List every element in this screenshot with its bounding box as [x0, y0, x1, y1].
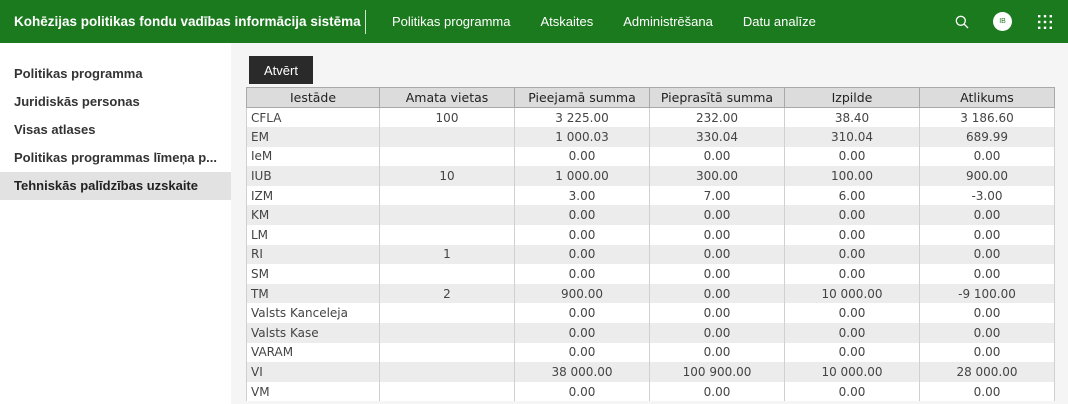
cell-pieprasita-summa: 232.00 — [650, 108, 785, 128]
cell-izpilde: 0.00 — [785, 205, 920, 225]
table-row[interactable] — [247, 343, 1055, 363]
cell-pieprasita-summa: 0.00 — [650, 147, 785, 167]
column-header-pieejama-summa[interactable]: Pieejamā summa — [515, 88, 650, 108]
table-row[interactable] — [247, 186, 1055, 206]
cell-pieprasita-summa: 7.00 — [650, 186, 785, 206]
table-body — [247, 108, 1055, 402]
cell-iestade: IUB — [247, 166, 380, 186]
nav-item-atskaites[interactable]: Atskaites — [540, 14, 594, 29]
header-actions — [951, 0, 1068, 43]
cell-pieejama-summa: 0.00 — [515, 382, 650, 402]
cell-izpilde: 0.00 — [785, 245, 920, 265]
cell-pieejama-summa: 0.00 — [515, 245, 650, 265]
cell-iestade: LM — [247, 225, 380, 245]
cell-pieejama-summa: 0.00 — [515, 264, 650, 284]
cell-atlikums: 28 000.00 — [920, 362, 1055, 382]
app-switcher-icon[interactable] — [1034, 11, 1056, 33]
column-header-amata-vietas[interactable]: Amata vietas — [380, 88, 515, 108]
cell-izpilde: 0.00 — [785, 343, 920, 363]
cell-pieprasita-summa: 0.00 — [650, 323, 785, 343]
column-header-iestade[interactable]: Iestāde — [247, 88, 380, 108]
cell-pieprasita-summa: 0.00 — [650, 303, 785, 323]
cell-iestade: Valsts Kase — [247, 323, 380, 343]
cell-pieejama-summa: 0.00 — [515, 205, 650, 225]
cell-amata-vietas — [380, 127, 515, 147]
sidebar-item-juridiskas-personas[interactable]: Juridiskās personas — [14, 94, 140, 109]
cell-pieejama-summa: 3 225.00 — [515, 108, 650, 128]
cell-amata-vietas — [380, 323, 515, 343]
cell-amata-vietas — [380, 225, 515, 245]
cell-iestade: IZM — [247, 186, 380, 206]
cell-pieprasita-summa: 300.00 — [650, 166, 785, 186]
cell-amata-vietas — [380, 343, 515, 363]
table-row[interactable] — [247, 108, 1055, 128]
sidebar — [0, 43, 231, 404]
cell-atlikums: 0.00 — [920, 245, 1055, 265]
cell-pieejama-summa: 3.00 — [515, 186, 650, 206]
user-avatar[interactable]: IB — [993, 12, 1012, 31]
column-header-izpilde[interactable]: Izpilde — [785, 88, 920, 108]
cell-iestade: SM — [247, 264, 380, 284]
cell-atlikums: 0.00 — [920, 382, 1055, 402]
cell-iestade: VI — [247, 362, 380, 382]
main-content — [231, 43, 1068, 404]
cell-iestade: VM — [247, 382, 380, 402]
cell-pieprasita-summa: 0.00 — [650, 205, 785, 225]
table-row[interactable] — [247, 225, 1055, 245]
table-row[interactable] — [247, 166, 1055, 186]
table-row[interactable] — [247, 303, 1055, 323]
cell-izpilde: 0.00 — [785, 147, 920, 167]
cell-izpilde: 38.40 — [785, 108, 920, 128]
cell-iestade: Valsts Kanceleja — [247, 303, 380, 323]
app-title[interactable]: Kohēzijas politikas fondu vadības informācija sistēma — [14, 14, 361, 29]
cell-izpilde: 0.00 — [785, 225, 920, 245]
cell-iestade: KM — [247, 205, 380, 225]
cell-pieprasita-summa: 0.00 — [650, 284, 785, 304]
cell-iestade: VARAM — [247, 343, 380, 363]
cell-izpilde: 100.00 — [785, 166, 920, 186]
cell-iestade: EM — [247, 127, 380, 147]
data-table — [246, 87, 1055, 401]
cell-pieejama-summa: 0.00 — [515, 323, 650, 343]
table-row[interactable] — [247, 147, 1055, 167]
cell-izpilde: 0.00 — [785, 382, 920, 402]
table-row[interactable] — [247, 264, 1055, 284]
cell-izpilde: 6.00 — [785, 186, 920, 206]
cell-pieejama-summa: 0.00 — [515, 147, 650, 167]
cell-amata-vietas — [380, 303, 515, 323]
cell-pieprasita-summa: 330.04 — [650, 127, 785, 147]
cell-pieprasita-summa: 100 900.00 — [650, 362, 785, 382]
cell-atlikums: -3.00 — [920, 186, 1055, 206]
table-row[interactable] — [247, 382, 1055, 402]
cell-iestade: RI — [247, 245, 380, 265]
cell-atlikums: 689.99 — [920, 127, 1055, 147]
cell-pieprasita-summa: 0.00 — [650, 225, 785, 245]
cell-atlikums: 0.00 — [920, 323, 1055, 343]
cell-pieejama-summa: 1 000.00 — [515, 166, 650, 186]
cell-amata-vietas — [380, 186, 515, 206]
cell-pieejama-summa: 1 000.03 — [515, 127, 650, 147]
cell-pieprasita-summa: 0.00 — [650, 264, 785, 284]
cell-pieprasita-summa: 0.00 — [650, 343, 785, 363]
cell-amata-vietas: 1 — [380, 245, 515, 265]
column-header-atlikums[interactable]: Atlikums — [920, 88, 1055, 108]
cell-pieejama-summa: 0.00 — [515, 303, 650, 323]
table-row[interactable] — [247, 245, 1055, 265]
cell-amata-vietas: 10 — [380, 166, 515, 186]
cell-pieejama-summa: 900.00 — [515, 284, 650, 304]
cell-pieejama-summa: 38 000.00 — [515, 362, 650, 382]
cell-pieprasita-summa: 0.00 — [650, 245, 785, 265]
cell-atlikums: 0.00 — [920, 205, 1055, 225]
nav-item-politikas-programma[interactable]: Politikas programma — [392, 14, 511, 29]
cell-amata-vietas: 100 — [380, 108, 515, 128]
table-row[interactable] — [247, 323, 1055, 343]
cell-amata-vietas — [380, 147, 515, 167]
table-row[interactable] — [247, 284, 1055, 304]
table-row[interactable] — [247, 362, 1055, 382]
cell-amata-vietas — [380, 264, 515, 284]
cell-amata-vietas — [380, 362, 515, 382]
sidebar-item-tehniskas-palidzibas[interactable]: Tehniskās palīdzības uzskaite — [0, 172, 231, 200]
cell-atlikums: 0.00 — [920, 225, 1055, 245]
table-header-row — [247, 88, 1055, 108]
top-bar — [0, 0, 1068, 43]
cell-amata-vietas — [380, 205, 515, 225]
cell-izpilde: 10 000.00 — [785, 362, 920, 382]
cell-izpilde: 0.00 — [785, 303, 920, 323]
main-nav — [392, 14, 846, 29]
cell-amata-vietas — [380, 382, 515, 402]
cell-pieejama-summa: 0.00 — [515, 343, 650, 363]
cell-izpilde: 0.00 — [785, 264, 920, 284]
sidebar-item-visas-atlases[interactable]: Visas atlases — [14, 122, 96, 137]
cell-izpilde: 310.04 — [785, 127, 920, 147]
cell-izpilde: 10 000.00 — [785, 284, 920, 304]
header-divider — [365, 10, 366, 34]
cell-pieprasita-summa: 0.00 — [650, 382, 785, 402]
sidebar-item-programmas-limena[interactable]: Politikas programmas līmeņa p... — [14, 150, 218, 165]
cell-atlikums: 0.00 — [920, 264, 1055, 284]
cell-atlikums: 0.00 — [920, 303, 1055, 323]
nav-item-administresana[interactable]: Administrēšana — [623, 14, 713, 29]
cell-atlikums: 900.00 — [920, 166, 1055, 186]
cell-atlikums: -9 100.00 — [920, 284, 1055, 304]
search-icon[interactable] — [951, 11, 973, 33]
cell-pieejama-summa: 0.00 — [515, 225, 650, 245]
table-row[interactable] — [247, 127, 1055, 147]
cell-iestade: CFLA — [247, 108, 380, 128]
cell-iestade: TM — [247, 284, 380, 304]
cell-atlikums: 0.00 — [920, 343, 1055, 363]
sidebar-item-politikas-programma[interactable]: Politikas programma — [14, 66, 143, 81]
cell-izpilde: 0.00 — [785, 323, 920, 343]
data-table-container — [246, 87, 1054, 401]
column-header-pieprasita-summa[interactable]: Pieprasītā summa — [650, 88, 785, 108]
open-button[interactable]: Atvērt — [249, 56, 313, 84]
cell-atlikums: 0.00 — [920, 147, 1055, 167]
nav-item-datu-analize[interactable]: Datu analīze — [742, 14, 816, 29]
table-row[interactable] — [247, 205, 1055, 225]
cell-iestade: IeM — [247, 147, 380, 167]
cell-amata-vietas: 2 — [380, 284, 515, 304]
cell-atlikums: 3 186.60 — [920, 108, 1055, 128]
